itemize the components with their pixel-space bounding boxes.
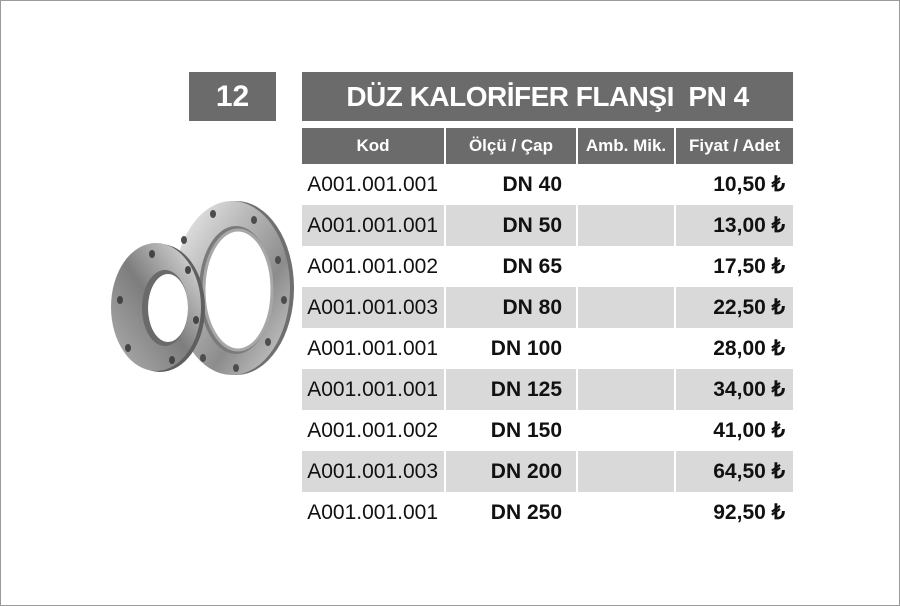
cell-package-qty: [577, 451, 675, 492]
cell-price: 10,50 ₺: [713, 173, 785, 196]
header-code: Kod: [302, 128, 445, 164]
cell-package-qty: [577, 492, 675, 533]
cell-package-qty: [577, 328, 675, 369]
table-row: [302, 328, 793, 369]
cell-price: 28,00 ₺: [713, 337, 785, 360]
cell-price: 34,00 ₺: [675, 369, 793, 410]
price-table: [302, 128, 793, 533]
table-row: [302, 451, 793, 492]
cell-code: A001.001.002: [302, 410, 445, 451]
cell-size: DN 200: [445, 451, 577, 492]
cell-size: DN 65: [445, 246, 577, 287]
cell-size: DN 250: [445, 492, 577, 533]
cell-size: DN 150: [445, 410, 577, 451]
cell-price: 17,50 ₺: [713, 255, 785, 278]
table-row: [302, 164, 793, 205]
cell-size: DN 100: [445, 328, 577, 369]
cell-code: A001.001.001: [302, 492, 445, 533]
cell-code: A001.001.003: [302, 451, 445, 492]
table-row: [302, 410, 793, 451]
cell-package-qty: [577, 164, 675, 205]
cell-code: A001.001.001: [302, 205, 445, 246]
cell-price: 13,00 ₺: [675, 205, 793, 246]
cell-size: DN 80: [445, 287, 577, 328]
cell-size: DN 125: [445, 369, 577, 410]
cell-code: A001.001.002: [302, 246, 445, 287]
cell-code: A001.001.001: [302, 164, 445, 205]
cell-price: 64,50 ₺: [675, 451, 793, 492]
cell-price: 22,50 ₺: [675, 287, 793, 328]
cell-code: A001.001.001: [302, 369, 445, 410]
table-row: [302, 205, 793, 246]
cell-package-qty: [577, 205, 675, 246]
cell-package-qty: [577, 410, 675, 451]
flange-product-icon: [108, 200, 298, 380]
cell-package-qty: [577, 287, 675, 328]
page-number-badge: 12: [189, 72, 276, 121]
header-size: Ölçü / Çap: [445, 128, 577, 164]
table-row: [302, 492, 793, 533]
table-row: [302, 369, 793, 410]
header-unit-price: Fiyat / Adet: [675, 128, 793, 164]
small-flange: [111, 243, 205, 372]
cell-size: DN 40: [445, 164, 577, 205]
cell-package-qty: [577, 246, 675, 287]
cell-code: A001.001.001: [302, 328, 445, 369]
cell-price: 92,50 ₺: [713, 501, 785, 524]
table-header-row: [302, 128, 793, 164]
cell-package-qty: [577, 369, 675, 410]
page-title: DÜZ KALORİFER FLANŞI PN 4: [302, 72, 793, 121]
cell-code: A001.001.003: [302, 287, 445, 328]
table-row: [302, 246, 793, 287]
table-row: [302, 287, 793, 328]
header-package-qty: Amb. Mik.: [577, 128, 675, 164]
cell-size: DN 50: [445, 205, 577, 246]
cell-price: 41,00 ₺: [713, 419, 785, 442]
